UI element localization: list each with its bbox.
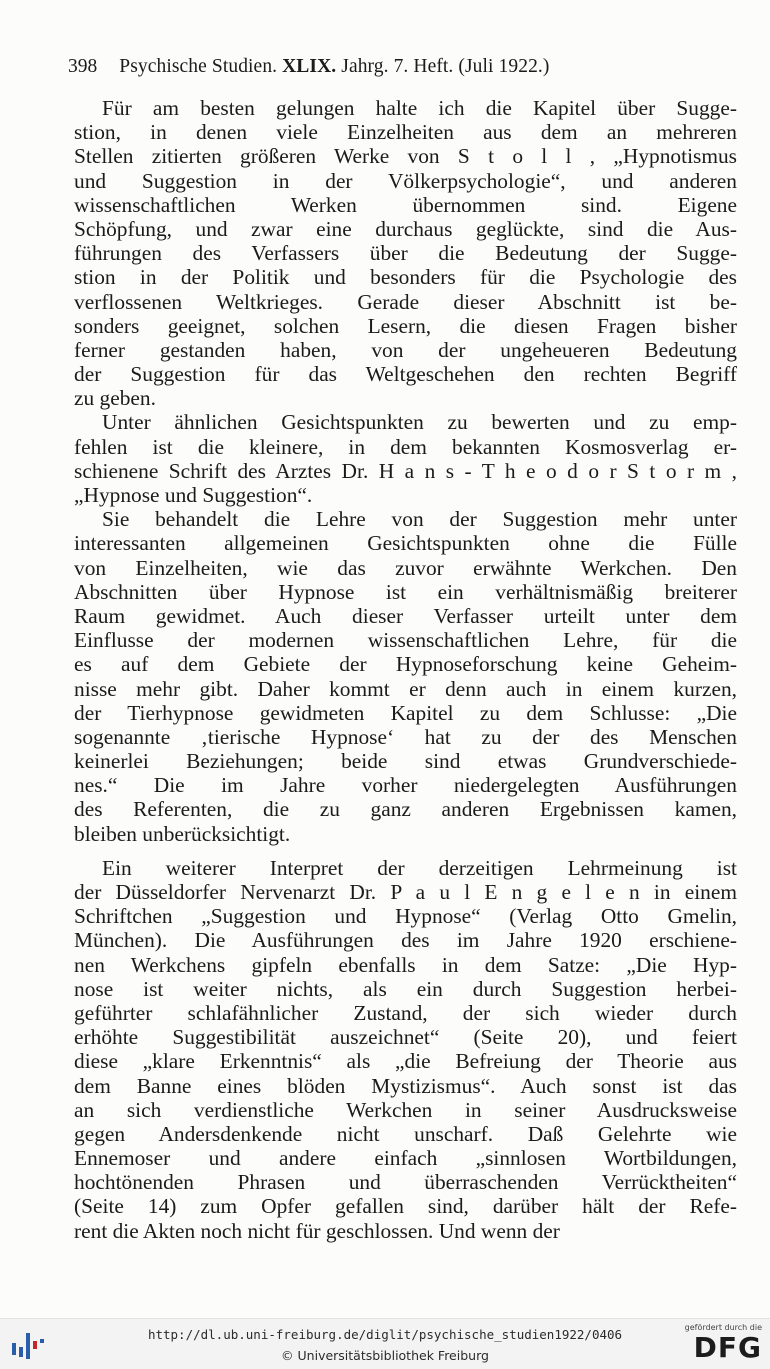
text-line: erhöhte Suggestibilität auszeichnet“ (Seite 20), und feiert — [74, 1025, 737, 1050]
text-line: nisse mehr gibt. Daher kommt er denn auch in einem kurzen, — [74, 676, 737, 701]
text-line: stion in der Politik und besonders für die Psychologie des — [74, 265, 737, 290]
text-line: ferner gestanden haben, von der ungeheueren Bedeutung — [74, 337, 737, 362]
text-line: nose ist weiter nichts, als ein durch Suggestion herbei- — [74, 976, 737, 1001]
text-line: dem Banne eines blöden Mystizismus“. Auch sonst ist das — [74, 1073, 737, 1098]
text-line: Schöpfung, und zwar eine durchaus geglückte, sind die Aus- — [74, 216, 737, 241]
text-line: hochtönenden Phrasen und überraschenden Verrücktheiten“ — [74, 1170, 737, 1195]
text-line: Ennemoser und andere einfach „sinnlosen Wortbildungen, — [74, 1146, 737, 1171]
text-line: Raum gewidmet. Auch dieser Verfasser urteilt unter dem — [74, 603, 737, 628]
paragraph — [74, 96, 737, 410]
text-line: keinerlei Beziehungen; beide sind etwas Grundverschiede- — [74, 749, 737, 774]
issue-info: Jahrg. 7. Heft. (Juli 1922.) — [341, 56, 550, 77]
journal-name: Psychische Studien. — [119, 56, 278, 77]
text-line: Schriftchen „Suggestion und Hypnose“ (Verlag Otto Gmelin, — [74, 904, 737, 929]
source-url[interactable]: http://dl.ub.uni-freiburg.de/diglit/psychische_studien1922/0406 — [147, 1327, 623, 1342]
viewer-footer — [0, 1318, 770, 1369]
journal-title — [119, 56, 666, 78]
text-line: bleiben unberücksichtigt. — [74, 821, 291, 846]
text-line: zu geben. — [74, 386, 156, 411]
text-line: Einflusse der modernen wissenschaftlichen Lehre, für die — [74, 628, 737, 653]
text-line: sonders geeignet, solchen Lesern, die diesen Fragen bisher — [74, 313, 737, 338]
text-line: geführter schlafähnlicher Zustand, der sich wieder durch — [74, 1000, 737, 1025]
text-line: sogenannte ‚tierische Hypnose‘ hat zu der des Menschen — [74, 724, 737, 749]
dfg-tagline: gefördert durch die — [684, 1323, 762, 1332]
text-line: führungen des Verfassers über die Bedeutung der Sugge- — [74, 241, 737, 266]
text-line: an sich verdienstliche Werkchen in seiner Ausdrucksweise — [74, 1097, 737, 1122]
running-head — [68, 56, 666, 82]
copyright-notice: © Universitätsbibliothek Freiburg — [281, 1348, 489, 1363]
text-line: und Suggestion in der Völkerpsychologie“, und anderen — [74, 168, 737, 193]
text-line: des Referenten, die zu ganz anderen Ergebnissen kamen, — [74, 797, 737, 822]
text-line: Sie behandelt die Lehre von der Suggestion mehr unter — [102, 507, 737, 532]
text-line: nes.“ Die im Jahre vorher niedergelegten Ausführungen — [74, 773, 737, 798]
text-line: diese „klare Erkenntnis“ als „die Befreiung der Theorie aus — [74, 1049, 737, 1074]
paragraph — [74, 856, 737, 1243]
text-line: der Suggestion für das Weltgeschehen den rechten Begriff — [74, 362, 737, 387]
paragraph — [74, 507, 737, 846]
text-line: von Einzelheiten, wie das zuvor erwähnte Werkchen. Den — [74, 555, 737, 580]
body-text — [74, 96, 737, 1243]
text-line: es auf dem Gebiete der Hypnoseforschung keine Geheim- — [74, 652, 737, 677]
dfg-logo — [678, 1323, 762, 1367]
text-line: (Seite 14) zum Opfer gefallen sind, darüber hält der Refe- — [74, 1194, 737, 1219]
text-line: Unter ähnlichen Gesichtspunkten zu bewerten und zu emp- — [102, 410, 737, 435]
text-line: nen Werkchens gipfeln ebenfalls in dem Satze: „Die Hyp- — [74, 952, 737, 977]
paragraph — [74, 410, 737, 507]
text-line: Stellen zitierten größeren Werke von S t o l l , „Hypnotismus — [74, 144, 737, 169]
text-line: fehlen ist die kleinere, in dem bekannten Kosmosverlag er- — [74, 434, 737, 459]
text-line: Für am besten gelungen halte ich die Kapitel über Sugge- — [102, 96, 737, 120]
text-line: „Hypnose und Suggestion“. — [74, 483, 313, 507]
text-line: interessanten allgemeinen Gesichtspunkten ohne die Fülle — [74, 531, 737, 556]
text-line: stion, in denen viele Einzelheiten aus dem an mehreren — [74, 120, 737, 145]
text-line: Abschnitten über Hypnose ist ein verhältnismäßig breiterer — [74, 579, 737, 604]
volume-number: XLIX. — [282, 56, 337, 77]
text-line: schienene Schrift des Arztes Dr. H a n s - T h e o d o r S t o r m , — [74, 458, 737, 483]
text-line: wissenschaftlichen Werken übernommen sind. Eigene — [74, 192, 737, 217]
text-line: rent die Akten noch nicht für geschlossen. Und wenn der — [74, 1218, 560, 1243]
text-line: der Düsseldorfer Nervenarzt Dr. P a u l E n g e l e n in einem — [74, 880, 737, 904]
page-number: 398 — [68, 56, 98, 77]
text-line: gegen Andersdenkende nicht unscharf. Daß Gelehrte wie — [74, 1121, 737, 1146]
text-line: Ein weiterer Interpret der derzeitigen Lehrmeinung ist — [102, 855, 737, 880]
text-line: verflossenen Weltkrieges. Gerade dieser Abschnitt ist be- — [74, 289, 737, 314]
text-line: der Tierhypnose gewidmeten Kapitel zu dem Schlusse: „Die — [74, 700, 737, 725]
text-line: München). Die Ausführungen des im Jahre 1920 erschiene- — [74, 928, 737, 953]
dfg-mark: DFG — [693, 1331, 762, 1364]
